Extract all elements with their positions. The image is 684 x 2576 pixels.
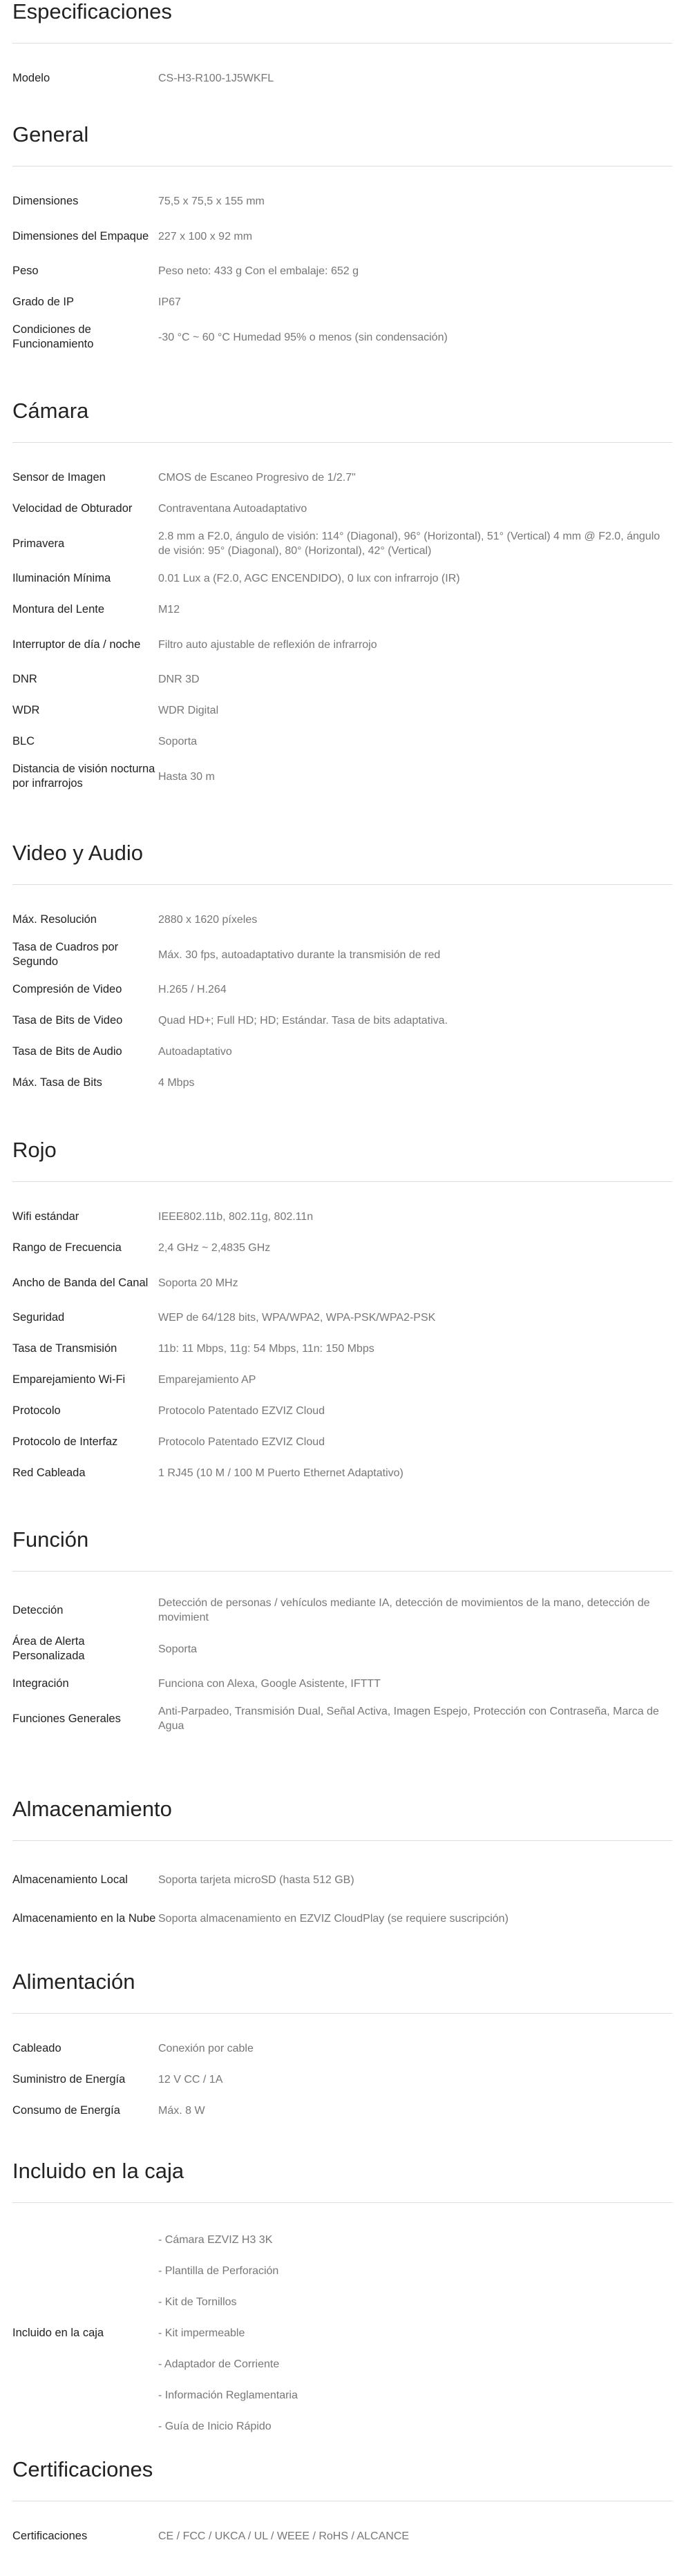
spec-value: CMOS de Escaneo Progresivo de 1/2.7"	[158, 472, 356, 484]
spec-label: DNR	[12, 673, 37, 685]
spec-row-dimensiones	[12, 186, 672, 217]
spec-row-suministro-de-energia	[12, 2064, 672, 2095]
spec-label: Velocidad de Obturador	[12, 502, 133, 515]
spec-value: Autoadaptativo	[158, 1046, 232, 1058]
section-rojo	[12, 1138, 672, 1514]
spec-label: Iluminación Mínima	[12, 572, 111, 584]
section-almacenamiento	[12, 1797, 672, 1963]
spec-value: 75,5 x 75,5 x 155 mm	[158, 195, 265, 207]
spec-label: BLC	[12, 735, 35, 747]
spec-label: WDR	[12, 704, 40, 716]
spec-table	[12, 443, 672, 821]
spec-label: Distancia de visión nocturna por infrarrojos	[12, 763, 155, 790]
spec-row-tasa-de-bits-de-video	[12, 1005, 672, 1036]
spec-value: Funciona con Alexa, Google Asistente, IFTTT	[158, 1678, 381, 1690]
spec-row-consumo-de-energia	[12, 2095, 672, 2126]
included-item: - Guía de Inicio Rápido	[158, 2420, 272, 2432]
section-title: Cámara	[12, 399, 89, 423]
spec-table	[12, 885, 672, 1123]
spec-row-certificaciones	[12, 2521, 672, 2551]
included-item: - Cámara EZVIZ H3 3K	[158, 2233, 273, 2246]
spec-table	[12, 1182, 672, 1514]
spec-label: Tasa de Bits de Video	[12, 1014, 123, 1027]
section-funcion	[12, 1528, 672, 1763]
section-incluido-en-la-caja	[12, 2159, 672, 2468]
spec-value: Peso neto: 433 g Con el embalaje: 652 g	[158, 265, 359, 277]
spec-row-blc	[12, 726, 672, 757]
spec-label: Máx. Tasa de Bits	[12, 1076, 102, 1089]
spec-label: Almacenamiento Local	[12, 1873, 128, 1886]
spec-value: Hasta 30 m	[158, 770, 215, 783]
spec-row-dnr	[12, 664, 672, 695]
spec-value: Soporta	[158, 736, 198, 747]
spec-value: -30 °C ~ 60 °C Humedad 95% o menos (sin condensación)	[158, 331, 448, 343]
section-general	[12, 123, 672, 381]
spec-row-protocolo-de-interfaz	[12, 1427, 672, 1458]
included-item: - Kit impermeable	[158, 2327, 245, 2339]
section-title: Video y Audio	[12, 841, 144, 865]
spec-value: IEEE802.11b, 802.11g, 802.11n	[158, 1211, 314, 1223]
spec-value: Quad HD+; Full HD; HD; Estándar. Tasa de bits adaptativa.	[158, 1015, 448, 1027]
section-video-y-audio	[12, 841, 672, 1123]
spec-value: M12	[158, 604, 180, 616]
spec-label: Integración	[12, 1677, 69, 1690]
spec-label: Emparejamiento Wi-Fi	[12, 1373, 126, 1386]
spec-label: Montura del Lente	[12, 603, 105, 616]
section-alimentacion	[12, 1970, 672, 2151]
spec-row-incluido-en-la-caja	[12, 2222, 672, 2443]
spec-value: Detección de personas / vehículos mediante IA, detección de movimientos de la mano, detección de movimient	[158, 1597, 650, 1623]
spec-row-seguridad	[12, 1302, 672, 1333]
spec-label: Tasa de Transmisión	[12, 1342, 117, 1355]
spec-value: 1 RJ45 (10 M / 100 M Puerto Ethernet Adaptativo)	[158, 1467, 403, 1479]
section-camara	[12, 399, 672, 821]
spec-label: Peso	[12, 265, 39, 277]
spec-value: Conexión por cable	[158, 2043, 254, 2054]
spec-label: Tasa de Cuadros por Segundo	[12, 941, 119, 968]
spec-label: Compresión de Video	[12, 983, 122, 995]
spec-value: WEP de 64/128 bits, WPA/WPA2, WPA-PSK/WPA2-PSK	[158, 1312, 436, 1324]
section-title: Función	[12, 1527, 89, 1552]
spec-table	[12, 2203, 672, 2468]
spec-label: Wifi estándar	[12, 1210, 79, 1223]
spec-value: H.265 / H.264	[158, 984, 227, 995]
section-title: Alimentación	[12, 1969, 135, 1994]
spec-row-modelo	[12, 63, 672, 93]
spec-value: 2.8 mm a F2.0, ángulo de visión: 114° (Diagonal), 96° (Horizontal), 51° (Vertical) 4 mm @ F2.0, ángulo de visión: 95° (Diagonal), 80° (Horizontal), 42° (Vertical)	[158, 531, 661, 557]
included-item: - Información Reglamentaria	[158, 2389, 298, 2401]
spec-row-almacenamiento-local	[12, 1860, 672, 1899]
spec-row-sensor-de-imagen	[12, 462, 672, 493]
spec-label: Cableado	[12, 2042, 61, 2054]
spec-value: Soporta tarjeta microSD (hasta 512 GB)	[158, 1873, 354, 1886]
spec-value: Soporta	[158, 1643, 198, 1655]
spec-value: Anti-Parpadeo, Transmisión Dual, Señal Activa, Imagen Espejo, Protección con Contraseña, Marca de Agua	[158, 1706, 659, 1732]
spec-label: Grado de IP	[12, 296, 74, 308]
spec-value: Máx. 8 W	[158, 2105, 205, 2117]
spec-label: Sensor de Imagen	[12, 471, 106, 484]
section-certificaciones	[12, 2458, 672, 2576]
spec-row-rango-de-frecuencia	[12, 1232, 672, 1263]
spec-row-distancia-de-vision-nocturna-por-infrarrojos	[12, 757, 672, 796]
spec-row-ancho-de-banda-del-canal	[12, 1263, 672, 1302]
spec-row-tasa-de-transmision	[12, 1333, 672, 1364]
section-title: Especificaciones	[12, 0, 172, 23]
spec-label: Protocolo	[12, 1404, 61, 1417]
spec-table	[12, 2501, 672, 2576]
spec-value: 227 x 100 x 92 mm	[158, 230, 253, 242]
spec-value: Soporta almacenamiento en EZVIZ CloudPlay (se requiere suscripción)	[158, 1912, 509, 1925]
section-title: Incluido en la caja	[12, 2159, 184, 2183]
section-title: Rojo	[12, 1138, 57, 1162]
spec-label: Red Cableada	[12, 1467, 86, 1479]
spec-row-peso	[12, 256, 672, 287]
spec-value: CE / FCC / UKCA / UL / WEEE / RoHS / ALCANCE	[158, 2530, 410, 2542]
spec-value: 4 Mbps	[158, 1077, 195, 1089]
spec-label: Consumo de Energía	[12, 2104, 120, 2117]
spec-row-interruptor-de-dia-noche	[12, 625, 672, 664]
section-title: Certificaciones	[12, 2457, 153, 2481]
spec-row-funciones-generales	[12, 1699, 672, 1738]
spec-value: DNR 3D	[158, 674, 200, 685]
spec-row-almacenamiento-en-la-nube	[12, 1899, 672, 1938]
spec-label: Seguridad	[12, 1311, 65, 1324]
spec-label: Certificaciones	[12, 2529, 88, 2542]
spec-label: Máx. Resolución	[12, 913, 97, 926]
spec-table	[12, 1572, 672, 1763]
spec-row-wdr	[12, 695, 672, 726]
spec-row-dimensiones-del-empaque	[12, 217, 672, 256]
spec-row-area-de-alerta-personalizada	[12, 1630, 672, 1668]
included-item: - Kit de Tornillos	[158, 2296, 237, 2308]
spec-row-protocolo	[12, 1395, 672, 1427]
spec-row-compresion-de-video	[12, 974, 672, 1005]
spec-value: CS-H3-R100-1J5WKFL	[158, 72, 274, 84]
spec-value: 12 V CC / 1A	[158, 2074, 223, 2086]
spec-table	[12, 44, 672, 118]
section-title: General	[12, 122, 89, 146]
spec-label: Dimensiones del Empaque	[12, 229, 149, 242]
spec-label: Protocolo de Interfaz	[12, 1435, 118, 1448]
spec-value: 2,4 GHz ~ 2,4835 GHz	[158, 1242, 271, 1254]
spec-label: Primavera	[12, 537, 65, 550]
spec-value: 0.01 Lux a (F2.0, AGC ENCENDIDO), 0 lux con infrarrojo (IR)	[158, 573, 460, 584]
spec-value: Protocolo Patentado EZVIZ Cloud	[158, 1405, 325, 1417]
spec-value: Protocolo Patentado EZVIZ Cloud	[158, 1436, 325, 1448]
spec-row-primavera	[12, 524, 672, 563]
spec-label: Ancho de Banda del Canal	[12, 1276, 149, 1289]
spec-label: Funciones Generales	[12, 1712, 121, 1725]
included-item: - Plantilla de Perforación	[158, 2264, 279, 2277]
spec-row-cableado	[12, 2033, 672, 2064]
spec-row-montura-del-lente	[12, 594, 672, 625]
spec-value: Filtro auto ajustable de reflexión de infrarrojo	[158, 638, 377, 651]
spec-row-velocidad-de-obturador	[12, 493, 672, 524]
spec-label: Modelo	[12, 71, 50, 84]
spec-value: Máx. 30 fps, autoadaptativo durante la transmisión de red	[158, 948, 441, 961]
included-item: - Adaptador de Corriente	[158, 2358, 280, 2370]
spec-value: Contraventana Autoadaptativo	[158, 503, 307, 515]
spec-table	[12, 166, 672, 381]
spec-value: 2880 x 1620 píxeles	[158, 914, 258, 926]
spec-table	[12, 1841, 672, 1963]
spec-row-tasa-de-bits-de-audio	[12, 1036, 672, 1067]
spec-table	[12, 2014, 672, 2151]
spec-row-max-resolucion	[12, 904, 672, 935]
spec-label: Condiciones de Funcionamiento	[12, 323, 94, 350]
spec-row-grado-de-ip	[12, 287, 672, 318]
spec-row-emparejamiento-wi-fi	[12, 1364, 672, 1395]
spec-row-red-cableada	[12, 1458, 672, 1489]
section-title: Almacenamiento	[12, 1797, 172, 1821]
spec-label: Detección	[12, 1603, 64, 1616]
section-especificaciones	[12, 0, 672, 118]
spec-row-max-tasa-de-bits	[12, 1067, 672, 1098]
spec-label: Rango de Frecuencia	[12, 1241, 122, 1254]
spec-row-tasa-de-cuadros-por-segundo	[12, 935, 672, 974]
spec-label: Incluido en la caja	[12, 2326, 104, 2339]
spec-value	[158, 2224, 672, 2442]
spec-label: Área de Alerta Personalizada	[12, 1635, 85, 1662]
spec-row-iluminacion-minima	[12, 563, 672, 594]
spec-row-wifi-estandar	[12, 1201, 672, 1232]
spec-row-deteccion	[12, 1591, 672, 1630]
spec-value: IP67	[158, 296, 181, 308]
spec-label: Suministro de Energía	[12, 2073, 126, 2086]
spec-value: 11b: 11 Mbps, 11g: 54 Mbps, 11n: 150 Mbps	[158, 1343, 374, 1355]
spec-label: Interruptor de día / noche	[12, 638, 141, 651]
spec-value: WDR Digital	[158, 705, 219, 716]
spec-row-condiciones-de-funcionamiento	[12, 318, 672, 356]
spec-label: Tasa de Bits de Audio	[12, 1045, 122, 1058]
spec-value: Soporta 20 MHz	[158, 1277, 238, 1289]
spec-value: Emparejamiento AP	[158, 1374, 256, 1386]
spec-label: Almacenamiento en la Nube	[12, 1911, 156, 1925]
spec-label: Dimensiones	[12, 195, 79, 207]
spec-row-integracion	[12, 1668, 672, 1699]
